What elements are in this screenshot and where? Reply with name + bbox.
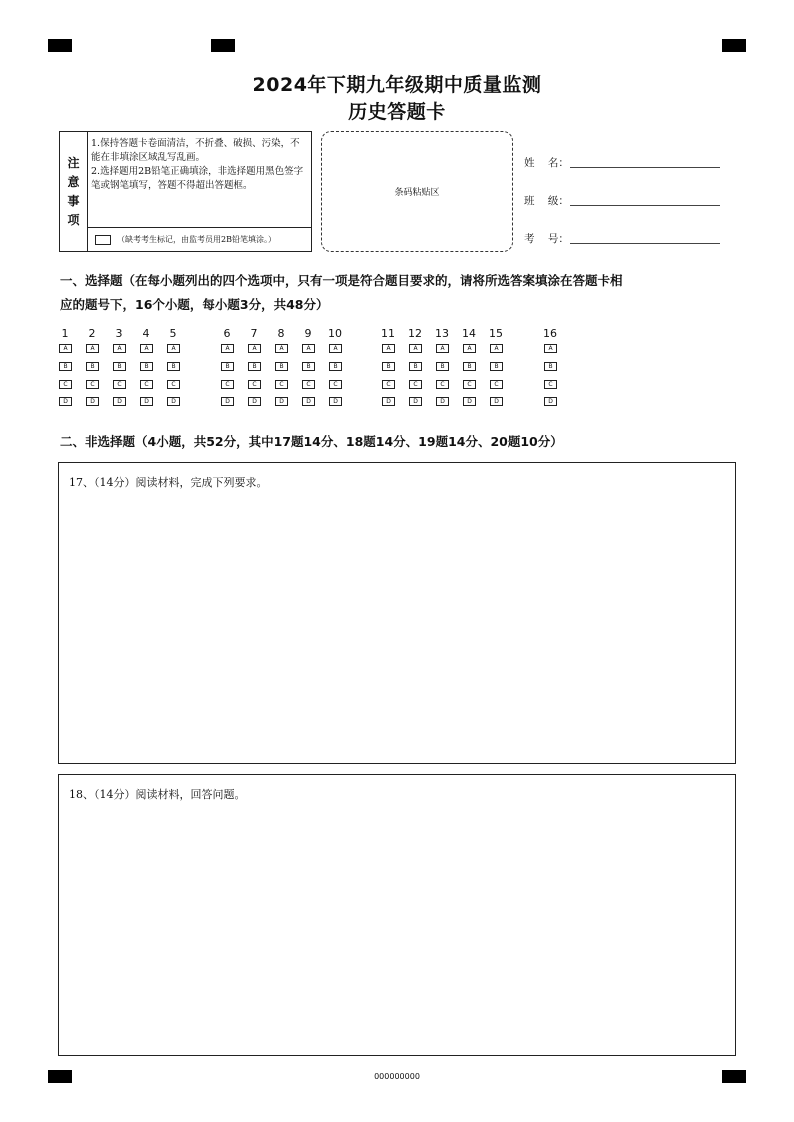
registration-mark-top-right — [722, 39, 746, 52]
choice-option-bubble[interactable]: A — [302, 344, 315, 353]
choice-option-bubble[interactable]: A — [409, 344, 422, 353]
choice-option-bubble[interactable]: B — [59, 362, 72, 371]
choice-option-bubble[interactable]: B — [329, 362, 342, 371]
choice-option-bubble[interactable]: B — [382, 362, 395, 371]
choice-option-bubble[interactable]: B — [409, 362, 422, 371]
name-label: 姓 名： — [524, 157, 569, 169]
choice-option-bubble[interactable]: A — [221, 344, 234, 353]
notice-item-1: 1.保持答题卡卷面清洁，不折叠、破损、污染，不能在非填涂区域乱写乱画。 — [91, 138, 300, 163]
choice-question-number: 1 — [61, 327, 69, 340]
choice-option-bubble[interactable]: D — [86, 397, 99, 406]
choice-option-bubble[interactable]: C — [409, 380, 422, 389]
choice-option-bubble[interactable]: D — [436, 397, 449, 406]
choice-option-bubble[interactable]: B — [248, 362, 261, 371]
choice-option-bubble[interactable]: C — [544, 380, 557, 389]
name-row — [524, 155, 720, 170]
page-subtitle: 历史答题卡 — [348, 101, 446, 123]
choice-option-bubble[interactable]: C — [302, 380, 315, 389]
notice-item-2: 2.选择题用2B铅笔正确填涂，非选择题用黑色签字笔或钢笔填写，答题不得超出答题框。 — [91, 166, 304, 191]
choice-question-number: 11 — [381, 327, 395, 340]
choice-option-bubble[interactable]: D — [463, 397, 476, 406]
id-row — [524, 231, 720, 246]
choice-option-bubble[interactable]: D — [382, 397, 395, 406]
choice-option-bubble[interactable]: D — [140, 397, 153, 406]
choice-option-bubble[interactable]: B — [302, 362, 315, 371]
choice-option-bubble[interactable]: A — [490, 344, 503, 353]
q17-answer-box[interactable] — [58, 462, 736, 764]
choice-question-number: 16 — [543, 327, 557, 340]
choice-option-bubble[interactable]: C — [59, 380, 72, 389]
choice-option-bubble[interactable]: D — [221, 397, 234, 406]
footer-code: 000000000 — [374, 1072, 420, 1081]
notice-body — [87, 132, 311, 228]
choice-option-bubble[interactable]: D — [329, 397, 342, 406]
class-row — [524, 193, 720, 208]
page-title: 2024年下期九年级期中质量监测 — [252, 74, 542, 96]
choice-question-number: 2 — [88, 327, 96, 340]
section2-heading: 二、非选择题（4小题，共52分，其中17题14分、18题14分、19题14分、20题10分） — [60, 434, 563, 449]
choice-question-number: 15 — [489, 327, 503, 340]
choice-option-bubble[interactable]: C — [382, 380, 395, 389]
choice-option-bubble[interactable]: D — [275, 397, 288, 406]
choice-question-number: 13 — [435, 327, 449, 340]
barcode-area — [321, 131, 513, 252]
choice-option-bubble[interactable]: B — [140, 362, 153, 371]
notice-box — [59, 131, 312, 252]
choice-option-bubble[interactable]: B — [113, 362, 126, 371]
choice-question-number: 7 — [250, 327, 258, 340]
choice-option-bubble[interactable]: A — [382, 344, 395, 353]
choice-option-bubble[interactable]: A — [86, 344, 99, 353]
choice-option-bubble[interactable]: D — [59, 397, 72, 406]
choice-option-bubble[interactable]: A — [167, 344, 180, 353]
choice-option-bubble[interactable]: C — [463, 380, 476, 389]
id-label: 考 号： — [524, 233, 569, 245]
choice-option-bubble[interactable]: B — [544, 362, 557, 371]
choice-option-bubble[interactable]: B — [463, 362, 476, 371]
q18-prompt: 18、（14分）阅读材料，回答问题。 — [69, 788, 246, 801]
choice-option-bubble[interactable]: C — [86, 380, 99, 389]
choice-question-number: 9 — [304, 327, 312, 340]
choice-option-bubble[interactable]: A — [140, 344, 153, 353]
choice-option-bubble[interactable]: A — [113, 344, 126, 353]
choice-option-bubble[interactable]: D — [167, 397, 180, 406]
id-field[interactable] — [570, 242, 720, 244]
choice-question-number: 4 — [142, 327, 150, 340]
choice-option-bubble[interactable]: B — [490, 362, 503, 371]
choice-option-bubble[interactable]: C — [221, 380, 234, 389]
choice-option-bubble[interactable]: A — [329, 344, 342, 353]
choice-option-bubble[interactable]: C — [113, 380, 126, 389]
registration-mark-top-left — [48, 39, 72, 52]
choice-option-bubble[interactable]: B — [86, 362, 99, 371]
choice-question-number: 8 — [277, 327, 285, 340]
choice-option-bubble[interactable]: D — [113, 397, 126, 406]
choice-option-bubble[interactable]: A — [544, 344, 557, 353]
notice-label: 注 意 事 项 — [60, 132, 88, 251]
choice-option-bubble[interactable]: D — [302, 397, 315, 406]
barcode-label: 条码粘贴区 — [394, 188, 440, 198]
absent-checkbox[interactable] — [95, 235, 111, 245]
absent-note: （缺考考生标记，由监考员用2B铅笔填涂。） — [117, 235, 276, 244]
choice-option-bubble[interactable]: B — [275, 362, 288, 371]
choice-question-number: 6 — [223, 327, 231, 340]
choice-option-bubble[interactable]: C — [140, 380, 153, 389]
section1-heading-line1: 一、选择题（在每小题列出的四个选项中，只有一项是符合题目要求的，请将所选答案填涂在答题卡相 — [60, 273, 623, 288]
choice-question-number: 5 — [169, 327, 177, 340]
q17-prompt: 17、（14分）阅读材料，完成下列要求。 — [69, 476, 268, 489]
choice-option-bubble[interactable]: C — [329, 380, 342, 389]
choice-option-bubble[interactable]: A — [59, 344, 72, 353]
section1-heading-line2: 应的题号下，16个小题，每小题3分，共48分） — [60, 297, 329, 312]
choice-option-bubble[interactable]: B — [167, 362, 180, 371]
choice-option-bubble[interactable]: C — [490, 380, 503, 389]
choice-question-number: 12 — [408, 327, 422, 340]
choice-option-bubble[interactable]: B — [436, 362, 449, 371]
choice-option-bubble[interactable]: D — [248, 397, 261, 406]
choice-option-bubble[interactable]: D — [409, 397, 422, 406]
choice-question-number: 3 — [115, 327, 123, 340]
name-field[interactable] — [570, 166, 720, 168]
class-label: 班 级： — [524, 195, 569, 207]
absent-mark-row — [87, 228, 311, 251]
class-field[interactable] — [570, 204, 720, 206]
choice-question-number: 14 — [462, 327, 476, 340]
choice-option-bubble[interactable]: A — [275, 344, 288, 353]
choice-question-number: 10 — [328, 327, 342, 340]
choice-option-bubble[interactable]: C — [275, 380, 288, 389]
choice-option-bubble[interactable]: B — [221, 362, 234, 371]
choice-option-bubble[interactable]: A — [248, 344, 261, 353]
choice-option-bubble[interactable]: C — [436, 380, 449, 389]
q18-answer-box[interactable] — [58, 774, 736, 1056]
choice-option-bubble[interactable]: C — [167, 380, 180, 389]
choice-option-bubble[interactable]: D — [544, 397, 557, 406]
choice-option-bubble[interactable]: A — [436, 344, 449, 353]
registration-mark-top-center — [211, 39, 235, 52]
choice-option-bubble[interactable]: D — [490, 397, 503, 406]
choice-option-bubble[interactable]: A — [463, 344, 476, 353]
choice-option-bubble[interactable]: C — [248, 380, 261, 389]
